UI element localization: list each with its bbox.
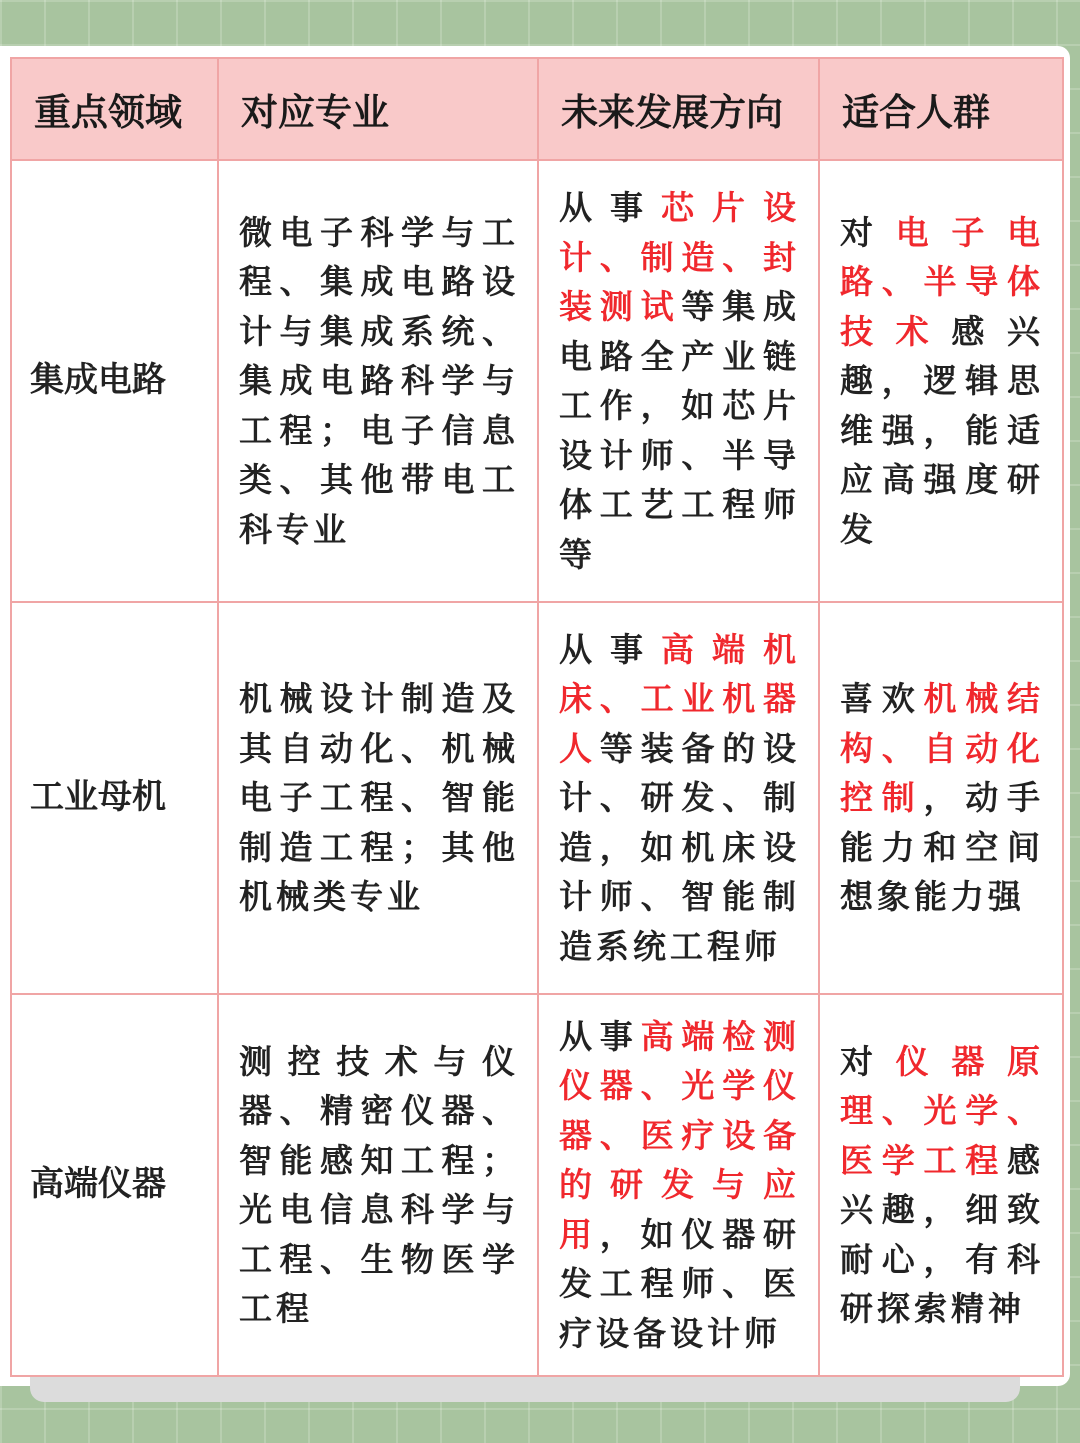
people-cell bbox=[819, 602, 1063, 994]
field-cell: 集成电路 bbox=[11, 160, 218, 602]
people-cell bbox=[819, 160, 1063, 602]
people-highlight: 机械结构、自动化控制 bbox=[840, 679, 1044, 818]
future-post: 等集成电路全产业链工作，如芯片设计师、半导体工艺工程师等 bbox=[559, 287, 801, 574]
future-cell bbox=[538, 160, 819, 602]
header-people: 适合人群 bbox=[819, 58, 1063, 160]
people-highlight: 电子电路、半导体技术 bbox=[840, 212, 1045, 351]
majors-cell: 微电子科学与工程、集成电路设计与集成系统、集成电路科学与工程；电子信息类、其他带电工科专业 bbox=[218, 160, 538, 602]
future-pre: 从事 bbox=[559, 188, 661, 227]
table-row bbox=[11, 994, 1063, 1376]
field-cell: 高端仪器 bbox=[11, 994, 218, 1376]
header-majors: 对应专业 bbox=[218, 58, 538, 160]
majors-cell: 测控技术与仪器、精密仪器、智能感知工程；光电信息科学与工程、生物医学工程 bbox=[218, 994, 538, 1376]
majors-table bbox=[10, 57, 1064, 1377]
people-highlight: 仪器原理、光学、医学工程 bbox=[840, 1041, 1045, 1180]
future-highlight: 芯片设计、制造、封装测试 bbox=[559, 188, 800, 326]
header-field: 重点领域 bbox=[11, 58, 218, 160]
future-cell bbox=[538, 994, 819, 1376]
people-post: 感兴趣，逻辑思维强，能适应高强度研发 bbox=[840, 311, 1045, 549]
future-pre: 从事 bbox=[559, 629, 661, 669]
people-post: 感兴趣，细致耐心，有科研探索精神 bbox=[840, 1140, 1044, 1328]
majors-cell: 机械设计制造及其自动化、机械电子工程、智能制造工程；其他机械类专业 bbox=[218, 602, 538, 994]
future-pre: 从事 bbox=[559, 1016, 641, 1056]
people-pre: 对 bbox=[840, 1041, 896, 1081]
table-header-row bbox=[11, 58, 1063, 160]
people-pre: 喜欢 bbox=[840, 679, 924, 719]
people-pre: 对 bbox=[840, 212, 896, 252]
field-cell: 工业母机 bbox=[11, 602, 218, 994]
table-row bbox=[11, 602, 1063, 994]
future-post: ，如仪器研发工程师、医疗设备设计师 bbox=[559, 1214, 801, 1353]
table-row bbox=[11, 160, 1063, 602]
header-future: 未来发展方向 bbox=[538, 58, 819, 160]
future-cell bbox=[538, 602, 819, 994]
people-cell bbox=[819, 994, 1063, 1376]
card-shadow bbox=[30, 1376, 1020, 1402]
people-post: ，动手能力和空间想象能力强 bbox=[840, 778, 1044, 917]
future-highlight: 高端机床、工业机器人 bbox=[559, 629, 800, 768]
future-post: 等装备的设计、研发、制造，如机床设计师、智能制造系统工程师 bbox=[559, 728, 801, 966]
future-highlight: 高端检测仪器、光学仪器、医疗设备的研发与应用 bbox=[559, 1016, 801, 1254]
